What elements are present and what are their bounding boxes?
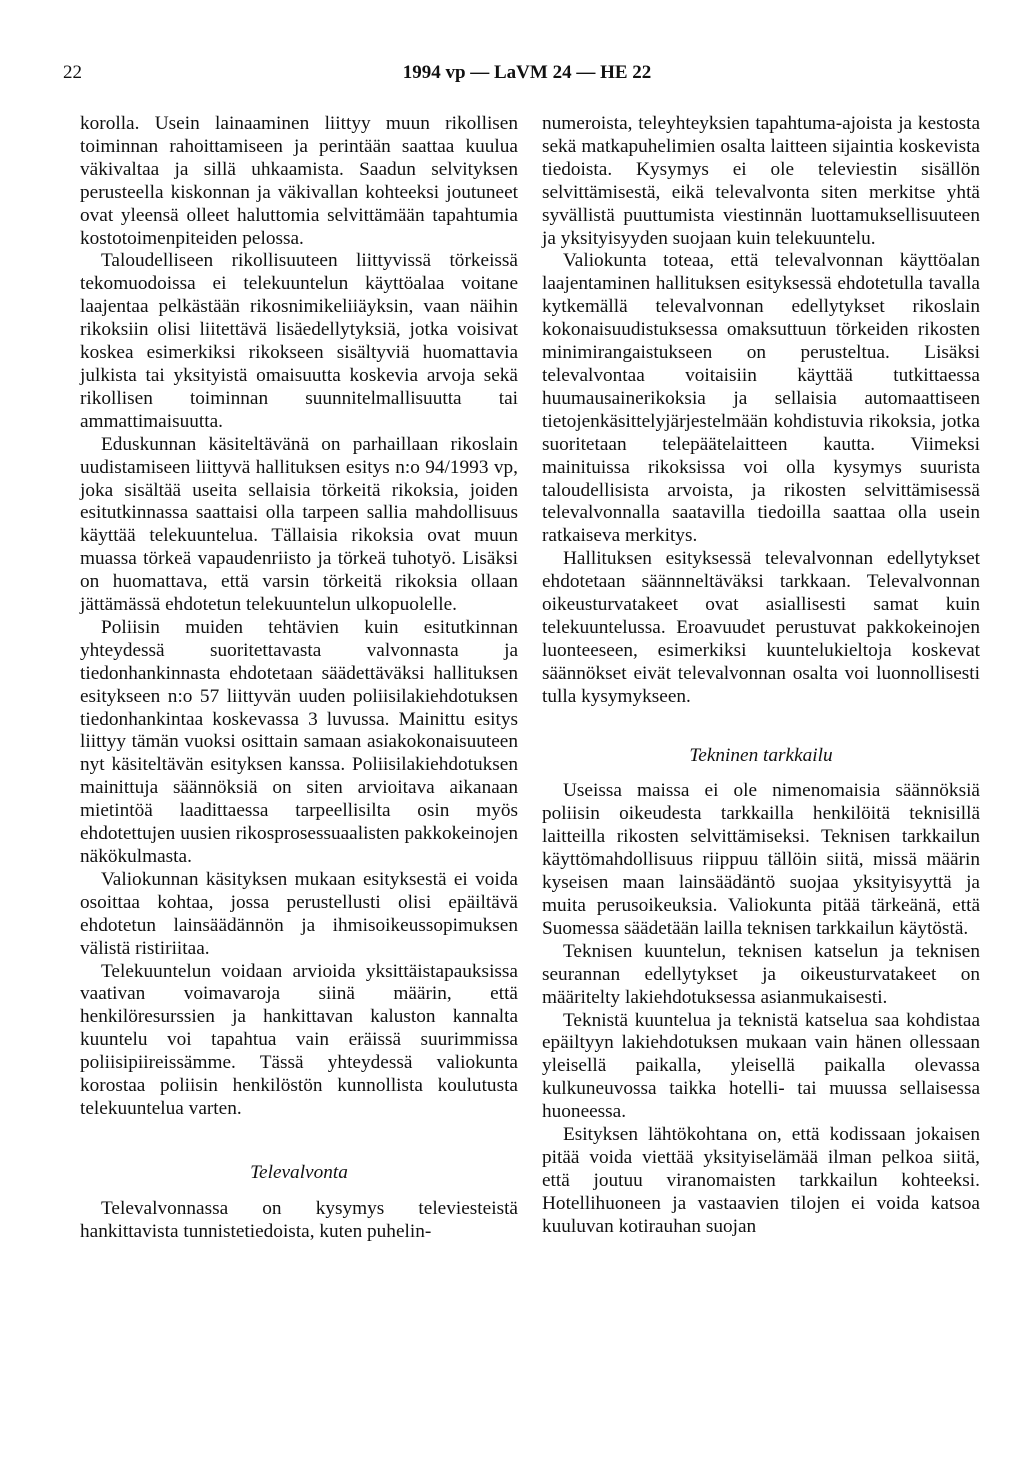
page-number: 22: [63, 62, 82, 83]
paragraph: Telekuuntelun voidaan arvioida yksittäistapauksissa vaativan voimavaroja siinä määrin, että henkilöresurssien ja hankittavan kaluston kannalta kuuntelu voi tapahtua vain eräissä suurimmissa poliisipiireissämme. Tässä yhteydessä valiokunta korostaa poliisin henkilöstön kunnollista koulutusta telekuuntelua varten.: [80, 960, 518, 1119]
section-heading-televalvonta: Televalvonta: [250, 1161, 348, 1183]
paragraph: korolla. Usein lainaaminen liittyy muun rikollisen toiminnan rahoittamiseen ja perintään saattaa kuulua väkivaltaa ja sillä uhkaamista. Saadun selvityksen perusteella kiskonnan ja väkivallan kohteeksi joutuneet ovat yleensä olleet haluttomia selvittämään tapahtumia kostotoimenpiteiden pelossa.: [80, 113, 518, 249]
paragraph: Valiokunta toteaa, että televalvonnan käyttöalan laajentaminen hallituksen esityksessä ehdotetulla tavalla kytkemällä televalvonnan edellytykset rikoslain kokonaisuudistuksessa omaksuttuun törkeiden rikosten minimirangaistukseen on perusteltua. Lisäksi televalvontaa voitaisiin käyttää tutkittaessa huumausainerikoksia ja sellaisia automaattiseen tietojenkäsittelyjärjestelmään kohdistuvia rikoksia, jotka suoritetaan telepäätelaitteen kautta. Viimeksi mainituissa rikoksissa voi olla kysymys suurista taloudellisista arvoista, ja rikosten selvittämisessä televalvonnalla saatavilla tiedoilla saattaa olla usein ratkaiseva merkitys.: [542, 250, 980, 547]
paragraph: Teknisen kuuntelun, teknisen katselun ja teknisen seurannan edellytykset ja oikeusturvatakeet on määritelty lakiehdotuksessa asianmukaisesti.: [542, 940, 980, 1008]
paragraph: Poliisin muiden tehtävien kuin esitutkinnan yhteydessä suoritettavasta valvonnasta ja tiedonhankinnasta ehdotetaan säädettäväksi hallituksen esitykseen n:o 57 liittyvän uuden poliisilakiehdotuksen tiedonhankintaa koskevassa 3 luvussa. Mainittu esitys liittyy tämän vuoksi osittain samaan asiakokonaisuuteen nyt käsiteltävän esityksen kanssa. Poliisilakiehdotuksen mainittuja säännöksiä on siten arvioitava aikanaan mietintöä laadittaessa tarpeellisilta osin myös ehdotettujen uusien rikosprosessuaalisten pakkokeinojen näkökulmasta.: [80, 616, 518, 867]
paragraph: Esityksen lähtökohtana on, että kodissaan jokaisen pitää voida viettää yksityiselämää ilman pelkoa siitä, että joutuu viranomaisten tarkkailun kohteeksi. Hotellihuoneen ja vastaavien tilojen ei voida katsoa kuuluvan kotirauhan suojan: [542, 1124, 980, 1237]
paragraph: numeroista, teleyhteyksien tapahtuma-ajoista ja kestosta sekä matkapuhelimien osalta laitteen sijaintia koskevista tiedoista. Kysymys ei ole televiestin sisällön selvittämisestä, eikä televalvonta siten merkitse yhtä syvällistä puuttumista viestinnän luottamuksellisuuteen ja yksityisyyden suojaan kuin telekuuntelu.: [542, 113, 980, 249]
running-header: 1994 vp — LaVM 24 — HE 22: [402, 62, 652, 83]
right-column: [542, 113, 980, 1239]
paragraph: Taloudelliseen rikollisuuteen liittyvissä törkeissä tekomuodoissa ei telekuuntelun käyttöalaa voitane laajentaa pelkästään rikosnimikeliiäyksin, vaan näihin rikoksiin olisi liitettävä lisäedellytyksiä, jotka voisivat koskea esimerkiksi rikokseen sisältyviä huomattavia julkista tai yksityistä omaisuutta koskevia arvoja sekä rikollisen toiminnan suunnitelmallisuutta tai ammattimaisuutta.: [80, 250, 518, 432]
paragraph: Valiokunnan käsityksen mukaan esityksestä ei voida osoittaa kohtaa, jossa perustellusti olisi epäiltävä ehdotetun lainsäädännön ja ihmisoikeussopimuksen välistä ristiriitaa.: [80, 868, 518, 959]
paragraph: Hallituksen esityksessä televalvonnan edellytykset ehdotetaan säännneltäväksi tarkkaan. Televalvonnan oikeusturvatakeet ovat asiallisesti samat kuin telekuuntelussa. Eroavuudet perustuvat pakkokeinojen luonteeseen, esimerkiksi kuuntelukieltoja koskevat säännökset eivät televalvonnan osalta voi luonnollisesti tulla kysymykseen.: [542, 548, 980, 707]
paragraph: Teknistä kuuntelua ja teknistä katselua saa kohdistaa epäiltyyn lakiehdotuksen mukaan vain hänen ollessaan yleisellä paikalla, yleisellä paikalla olevassa kulkuneuvossa taikka hotelli- tai muussa sellaisessa huoneessa.: [542, 1009, 980, 1123]
paragraph: Eduskunnan käsiteltävänä on parhaillaan rikoslain uudistamiseen liittyvä hallituksen esitys n:o 94/1993 vp, joka sisältää useita sellaisia törkeitä rikoksia, joiden esitutkinnassa saattaisi olla tarpeen sallia mahdollisuus käyttää telekuuntelua. Tällaisia rikoksia ovat muun muassa törkeä vapaudenriisto ja törkeä tuhotyö. Lisäksi on huomattava, että varsin törkeitä rikoksia ollaan jättämässä ehdotetun telekuuntelun ulkopuolelle.: [80, 433, 518, 616]
paragraph: Useissa maissa ei ole nimenomaisia säännöksiä poliisin oikeudesta tarkkailla henkilöitä teknisillä laitteilla rikosten selvittämiseksi. Teknisen tarkkailun käyttömahdollisuus riippuu tällöin siitä, missä määrin kyseisen maan lainsäädäntö suojaa yksityisyyttä ja muita perusoikeuksia. Valiokunta pitää tärkeänä, että Suomessa säädetään lailla teknisen tarkkailun käytöstä.: [542, 780, 980, 939]
section-heading-tekninen-tarkkailu: Tekninen tarkkailu: [689, 744, 833, 766]
paragraph: Televalvonnassa on kysymys televiesteistä hankittavista tunnistetiedoista, kuten puhelin-: [80, 1197, 518, 1242]
left-column: [80, 113, 518, 1244]
